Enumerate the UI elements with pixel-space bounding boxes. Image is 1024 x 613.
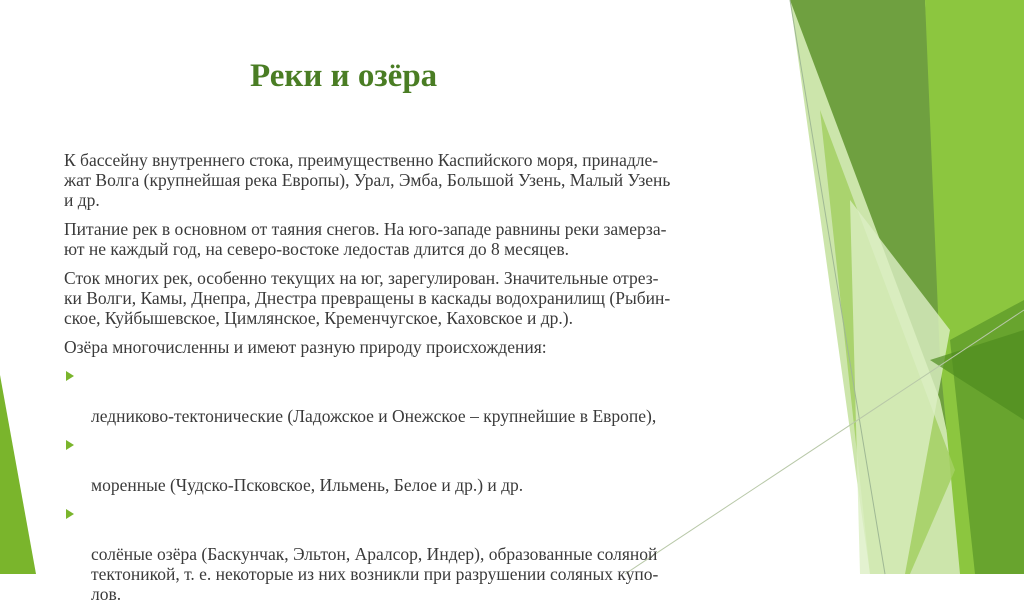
list-item (64, 366, 774, 426)
bullet-arrow-icon (66, 440, 74, 450)
bullet-arrow-icon (66, 509, 74, 519)
paragraph-lakes-intro: Озёра многочисленны и имеют разную природу происхождения: (64, 337, 547, 357)
deco-left-shape (0, 375, 36, 574)
list-item-text: ледниково-тектонические (Ладожское и Онежское – крупнейшие в Европе), (91, 406, 657, 426)
bullet-arrow-icon (66, 371, 74, 381)
list-item (64, 435, 774, 495)
list-item (64, 504, 774, 604)
list-item-text: моренные (Чудско-Псковское, Ильмень, Белое и др.) и др. (91, 475, 524, 495)
paragraph-drainage: К бассейну внутреннего стока, преимущественно Каспийского моря, принадле- жат Волга (крупнейшая река Европы), Урал, Эмба, Большой Узень, Малый Узень и др. (64, 150, 671, 210)
slide-title: Реки и озёра (250, 58, 438, 94)
paragraph-river-feeding: Питание рек в основном от таяния снегов. На юго-западе равнины реки замерза- ют не каждый год, на северо-востоке ледостав длится до 8 месяцев. (64, 219, 667, 259)
paragraph-regulation: Сток многих рек, особенно текущих на юг, зарегулирован. Значительные отрез- ки Волги, Камы, Днепра, Днестра превращены в каскады водохранилищ (Рыбин- ское, Куйбышевское, Цимлянское, Кременчугское, Каховское и др.). (64, 268, 671, 328)
lake-types-list (64, 366, 774, 604)
list-item-text: солёные озёра (Баскунчак, Эльтон, Аралсор, Индер), образованные соляной тектоникой, т. е. некоторые из них возникли при разрушении соляных купо- лов. (91, 544, 659, 604)
slide-body (64, 150, 774, 613)
